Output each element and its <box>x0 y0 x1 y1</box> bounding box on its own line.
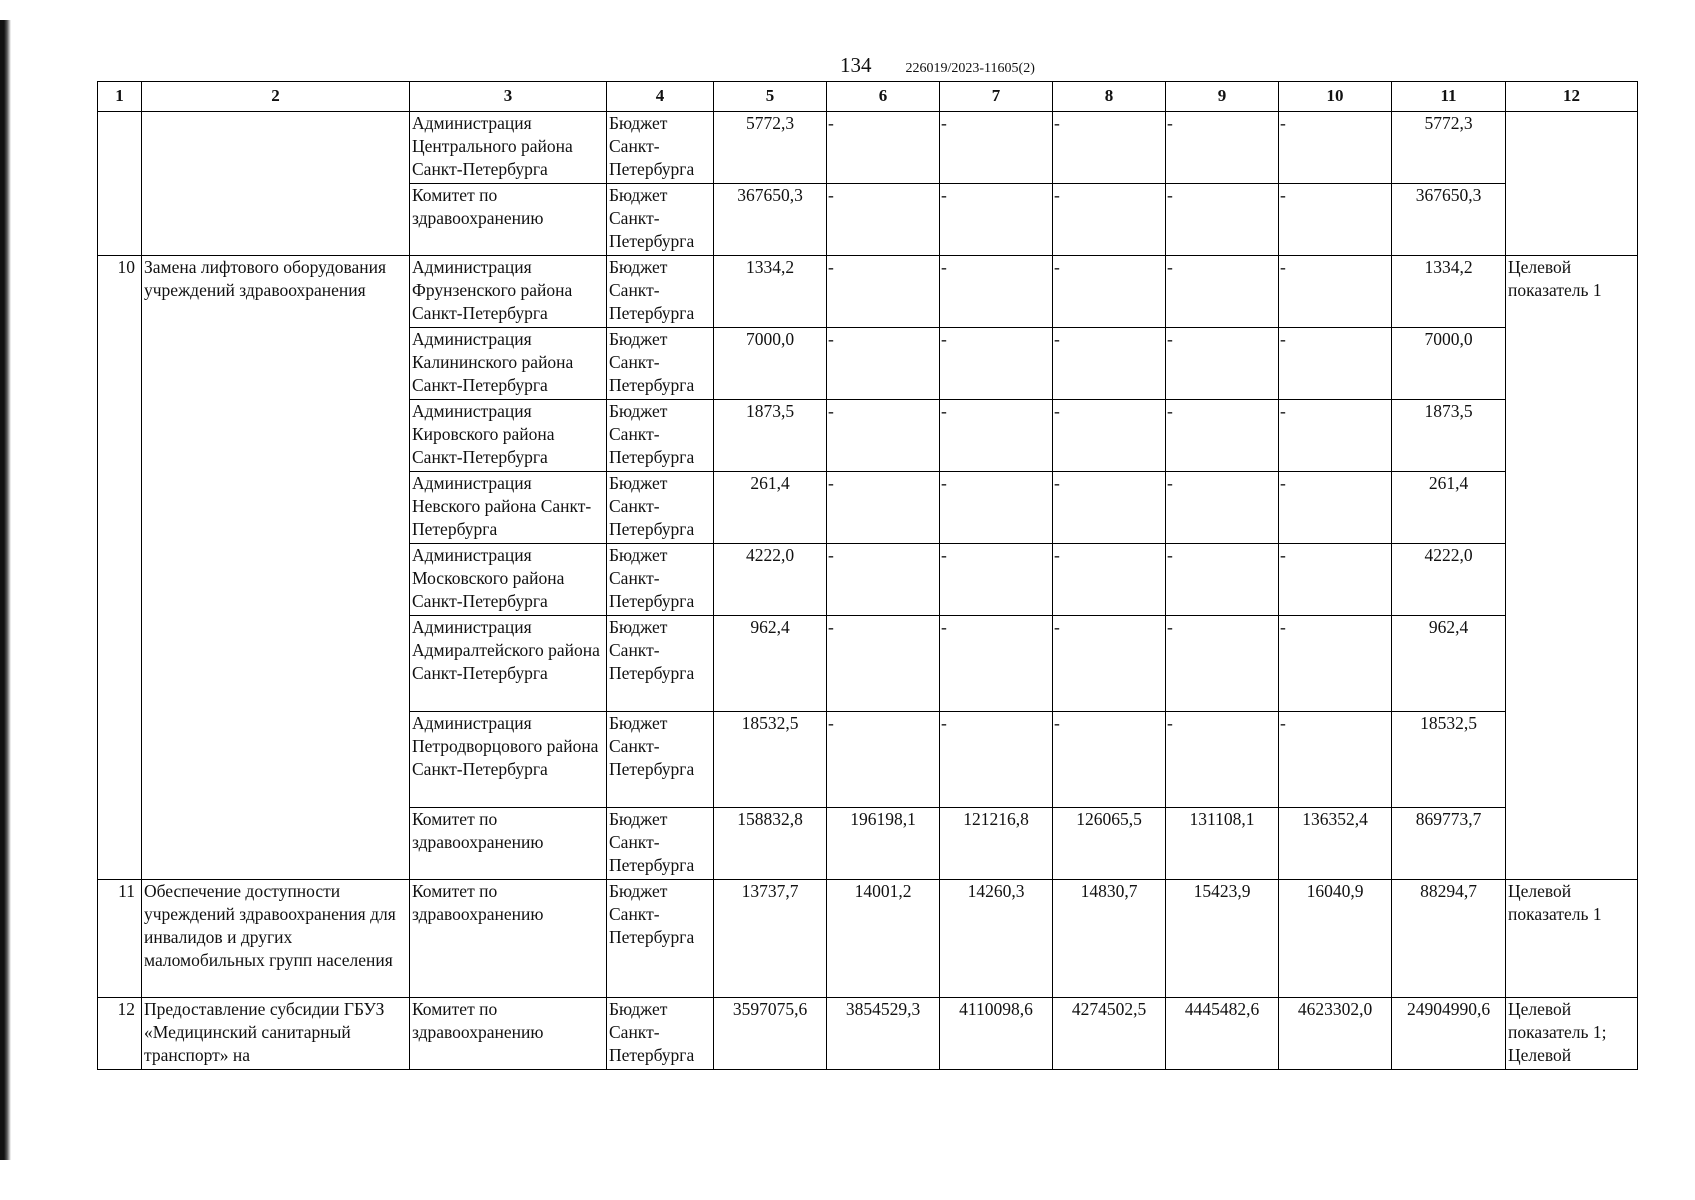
executor-cell: Администрация Петродворцового района Санкт-Петербурга <box>410 712 607 808</box>
value-cell: - <box>1279 712 1392 808</box>
total-cell: 261,4 <box>1392 472 1506 544</box>
value-cell: - <box>1053 328 1166 400</box>
value-cell: - <box>1166 256 1279 328</box>
value-cell: 13737,7 <box>714 880 827 998</box>
value-cell: 1873,5 <box>714 400 827 472</box>
value-cell: 158832,8 <box>714 808 827 880</box>
value-cell: - <box>1279 472 1392 544</box>
value-cell: - <box>1166 328 1279 400</box>
total-cell: 1334,2 <box>1392 256 1506 328</box>
value-cell: - <box>940 112 1053 184</box>
executor-cell: Администрация Калининского района Санкт-Петербурга <box>410 328 607 400</box>
executor-cell: Комитет по здравоохранению <box>410 998 607 1070</box>
value-cell: 4222,0 <box>714 544 827 616</box>
row-number: 12 <box>98 998 142 1070</box>
indicator-cell: Целевой показатель 1 <box>1506 256 1638 880</box>
column-header: 5 <box>714 82 827 112</box>
value-cell: - <box>827 328 940 400</box>
indicator-cell <box>1506 112 1638 256</box>
source-cell: Бюджет Санкт-Петербурга <box>607 256 714 328</box>
column-header: 1 <box>98 82 142 112</box>
column-header: 9 <box>1166 82 1279 112</box>
executor-cell: Администрация Центрального района Санкт-Петербурга <box>410 112 607 184</box>
total-cell: 24904990,6 <box>1392 998 1506 1070</box>
total-cell: 1873,5 <box>1392 400 1506 472</box>
value-cell: - <box>940 256 1053 328</box>
value-cell: 196198,1 <box>827 808 940 880</box>
total-cell: 7000,0 <box>1392 328 1506 400</box>
executor-cell: Администрация Адмиралтейского района Санкт-Петербурга <box>410 616 607 712</box>
total-cell: 367650,3 <box>1392 184 1506 256</box>
source-cell: Бюджет Санкт-Петербурга <box>607 544 714 616</box>
row-number <box>98 112 142 256</box>
value-cell: - <box>1166 112 1279 184</box>
value-cell: 7000,0 <box>714 328 827 400</box>
total-cell: 869773,7 <box>1392 808 1506 880</box>
value-cell: 136352,4 <box>1279 808 1392 880</box>
executor-cell: Администрация Фрунзенского района Санкт-Петербурга <box>410 256 607 328</box>
total-cell: 5772,3 <box>1392 112 1506 184</box>
activity-name: Замена лифтового оборудования учреждений здравоохранения <box>142 256 410 880</box>
activity-name: Обеспечение доступности учреждений здравоохранения для инвалидов и других маломобильных групп населения <box>142 880 410 998</box>
executor-cell: Администрация Невского района Санкт-Петербурга <box>410 472 607 544</box>
header-row <box>98 82 1638 112</box>
value-cell: - <box>827 544 940 616</box>
value-cell: - <box>1053 400 1166 472</box>
value-cell: - <box>940 400 1053 472</box>
value-cell: - <box>827 472 940 544</box>
value-cell: - <box>827 256 940 328</box>
value-cell: 5772,3 <box>714 112 827 184</box>
value-cell: 16040,9 <box>1279 880 1392 998</box>
value-cell: 14001,2 <box>827 880 940 998</box>
value-cell: - <box>1279 544 1392 616</box>
column-header: 8 <box>1053 82 1166 112</box>
value-cell: - <box>1166 184 1279 256</box>
column-header: 10 <box>1279 82 1392 112</box>
value-cell: 18532,5 <box>714 712 827 808</box>
page-header <box>840 53 1035 78</box>
value-cell: - <box>827 184 940 256</box>
executor-cell: Администрация Московского района Санкт-Петербурга <box>410 544 607 616</box>
column-header: 6 <box>827 82 940 112</box>
program-table <box>97 81 1638 1070</box>
value-cell: - <box>1166 616 1279 712</box>
source-cell: Бюджет Санкт-Петербурга <box>607 328 714 400</box>
value-cell: - <box>1166 712 1279 808</box>
row-number: 11 <box>98 880 142 998</box>
value-cell: - <box>1279 616 1392 712</box>
value-cell: 4623302,0 <box>1279 998 1392 1070</box>
table-row <box>98 998 1638 1070</box>
value-cell: - <box>940 184 1053 256</box>
value-cell: 126065,5 <box>1053 808 1166 880</box>
column-header: 7 <box>940 82 1053 112</box>
value-cell: - <box>1279 400 1392 472</box>
source-cell: Бюджет Санкт-Петербурга <box>607 400 714 472</box>
value-cell: 121216,8 <box>940 808 1053 880</box>
scan-edge <box>0 20 11 1160</box>
value-cell: - <box>1279 112 1392 184</box>
source-cell: Бюджет Санкт-Петербурга <box>607 808 714 880</box>
executor-cell: Комитет по здравоохранению <box>410 880 607 998</box>
value-cell: - <box>1166 472 1279 544</box>
source-cell: Бюджет Санкт-Петербурга <box>607 712 714 808</box>
value-cell: 131108,1 <box>1166 808 1279 880</box>
total-cell: 18532,5 <box>1392 712 1506 808</box>
value-cell: 962,4 <box>714 616 827 712</box>
value-cell: - <box>1166 544 1279 616</box>
value-cell: 15423,9 <box>1166 880 1279 998</box>
executor-cell: Администрация Кировского района Санкт-Петербурга <box>410 400 607 472</box>
value-cell: - <box>940 616 1053 712</box>
value-cell: - <box>1279 256 1392 328</box>
value-cell: - <box>1053 712 1166 808</box>
value-cell: - <box>1053 544 1166 616</box>
value-cell: - <box>1053 112 1166 184</box>
column-header: 2 <box>142 82 410 112</box>
total-cell: 962,4 <box>1392 616 1506 712</box>
value-cell: 4110098,6 <box>940 998 1053 1070</box>
column-header: 12 <box>1506 82 1638 112</box>
indicator-cell: Целевой показатель 1 <box>1506 880 1638 998</box>
activity-name: Предоставление субсидии ГБУЗ «Медицинский санитарный транспорт» на <box>142 998 410 1070</box>
source-cell: Бюджет Санкт-Петербурга <box>607 880 714 998</box>
value-cell: - <box>1279 184 1392 256</box>
column-header: 11 <box>1392 82 1506 112</box>
table-row <box>98 880 1638 998</box>
value-cell: 4445482,6 <box>1166 998 1279 1070</box>
value-cell: 3597075,6 <box>714 998 827 1070</box>
value-cell: 3854529,3 <box>827 998 940 1070</box>
value-cell: - <box>1279 328 1392 400</box>
total-cell: 4222,0 <box>1392 544 1506 616</box>
page-number: 134 <box>840 53 872 77</box>
value-cell: - <box>1166 400 1279 472</box>
table-row <box>98 112 1638 184</box>
source-cell: Бюджет Санкт-Петербурга <box>607 616 714 712</box>
document-id: 226019/2023-11605(2) <box>905 61 1035 76</box>
executor-cell: Комитет по здравоохранению <box>410 808 607 880</box>
indicator-cell: Целевой показатель 1; Целевой <box>1506 998 1638 1070</box>
value-cell: 1334,2 <box>714 256 827 328</box>
column-header: 3 <box>410 82 607 112</box>
executor-cell: Комитет по здравоохранению <box>410 184 607 256</box>
value-cell: 4274502,5 <box>1053 998 1166 1070</box>
value-cell: - <box>827 112 940 184</box>
value-cell: - <box>940 712 1053 808</box>
value-cell: - <box>1053 472 1166 544</box>
total-cell: 88294,7 <box>1392 880 1506 998</box>
value-cell: - <box>827 400 940 472</box>
activity-name <box>142 112 410 256</box>
value-cell: 367650,3 <box>714 184 827 256</box>
value-cell: 14830,7 <box>1053 880 1166 998</box>
row-number: 10 <box>98 256 142 880</box>
source-cell: Бюджет Санкт-Петербурга <box>607 112 714 184</box>
value-cell: - <box>940 544 1053 616</box>
value-cell: - <box>827 712 940 808</box>
value-cell: - <box>1053 184 1166 256</box>
value-cell: - <box>940 328 1053 400</box>
source-cell: Бюджет Санкт-Петербурга <box>607 998 714 1070</box>
table-row <box>98 256 1638 328</box>
source-cell: Бюджет Санкт-Петербурга <box>607 472 714 544</box>
value-cell: - <box>827 616 940 712</box>
value-cell: - <box>1053 256 1166 328</box>
value-cell: - <box>940 472 1053 544</box>
value-cell: 14260,3 <box>940 880 1053 998</box>
value-cell: 261,4 <box>714 472 827 544</box>
source-cell: Бюджет Санкт-Петербурга <box>607 184 714 256</box>
value-cell: - <box>1053 616 1166 712</box>
column-header: 4 <box>607 82 714 112</box>
